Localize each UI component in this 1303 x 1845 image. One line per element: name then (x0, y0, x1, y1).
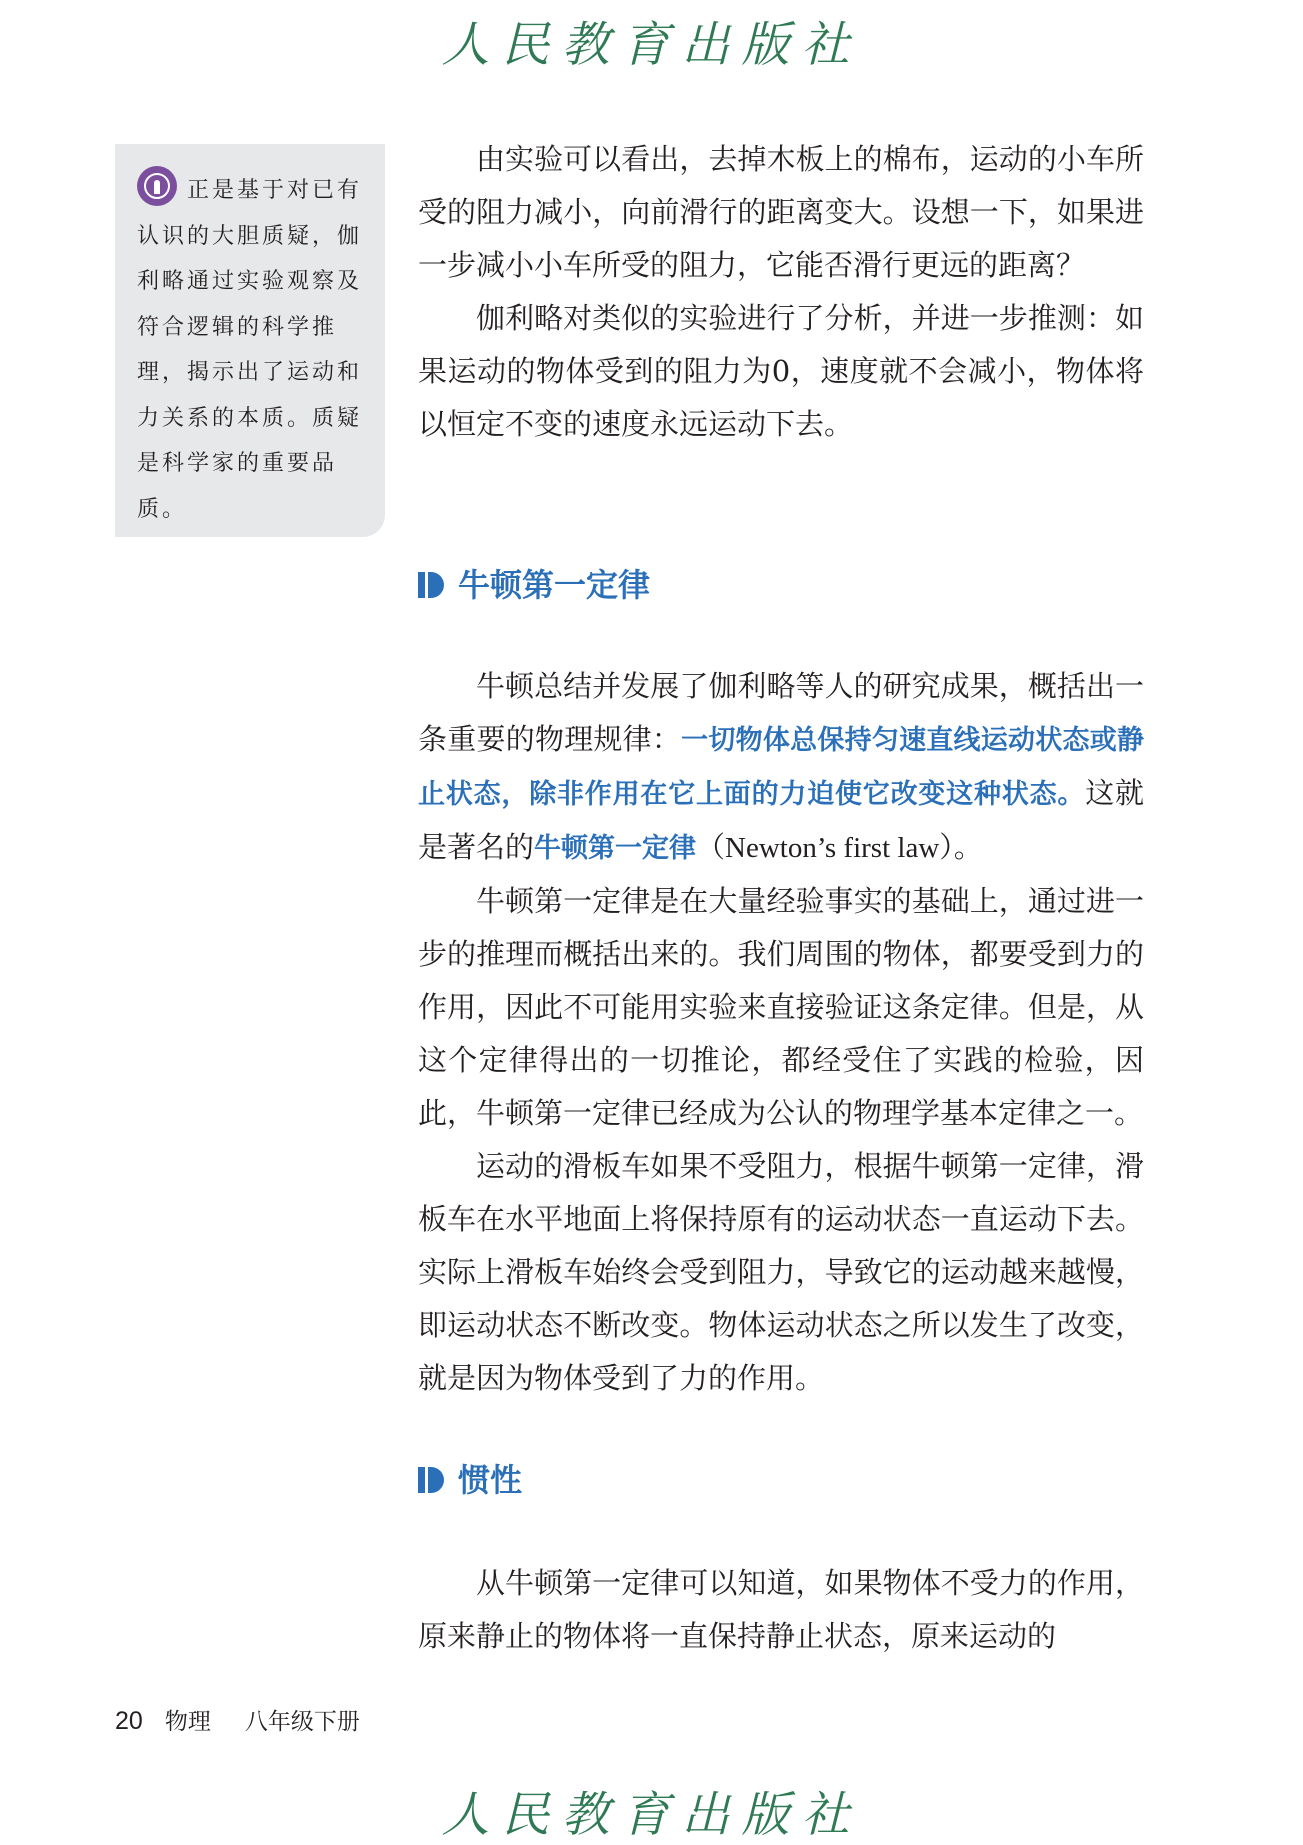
law-term: 牛顿第一定律 (534, 833, 697, 864)
pen-nib-icon (137, 166, 177, 206)
section-marker-icon (418, 1465, 444, 1495)
paragraph: 由实验可以看出，去掉木板上的棉布，运动的小车所受的阻力减小，向前滑行的距离变大。设想一下，如果进一步减小小车所受的阻力，它能否滑行更远的距离？ (418, 142, 1144, 282)
section1-text (418, 660, 1144, 1405)
page-footer (115, 1703, 360, 1736)
section2-text (418, 1557, 1144, 1663)
heading-text: 牛顿第一定律 (458, 566, 651, 604)
paragraph: 从牛顿第一定律可以知道，如果物体不受力的作用，原来静止的物体将一直保持静止状态，原来运动的 (418, 1566, 1144, 1653)
page-number: 20 (115, 1707, 143, 1735)
paragraph: 运动的滑板车如果不受阻力，根据牛顿第一定律，滑板车在水平地面上将保持原有的运动状态一直运动下去。实际上滑板车始终会受到阻力，导致它的运动越来越慢，即运动状态不断改变。物体运动状态之所以发生了改变，就是因为物体受到了力的作用。 (418, 1149, 1144, 1395)
law-english-name: （Newton’s first law）。 (696, 832, 983, 864)
law-intro-text: 牛顿总结并发展了伽利略等人的研究成果，概括出一条重要的物理规律： (418, 669, 1144, 756)
section-heading-newton-first-law (418, 560, 650, 610)
paragraph-law (418, 660, 1144, 875)
footer-grade: 八年级下册 (244, 1709, 360, 1735)
law-statement: 一切物体总保持匀速直线运动状态或静止状态，除非作用在它上面的力迫使它改变这种状态。 (418, 725, 1144, 810)
section-heading-inertia (418, 1455, 522, 1505)
section-marker-icon (418, 570, 444, 600)
publisher-logo-bottom: 人民教育出版社 (441, 1787, 862, 1843)
sidenote-box (115, 144, 385, 537)
sidenote-text: 正是基于对已有认识的大胆质疑，伽利略通过实验观察及符合逻辑的科学推理，揭示出了运动和力关系的本质。质疑是科学家的重要品质。 (137, 178, 363, 522)
law-mid-text: 这就是著名的 (418, 776, 1144, 864)
publisher-logo-top: 人民教育出版社 (441, 17, 862, 73)
footer-subject: 物理 (164, 1709, 211, 1735)
heading-text: 惯性 (458, 1461, 523, 1499)
paragraph: 牛顿第一定律是在大量经验事实的基础上，通过进一步的推理而概括出来的。我们周围的物体，都要受到力的作用，因此不可能用实验来直接验证这条定律。但是，从这个定律得出的一切推论，都经受住了实践的检验，因此，牛顿第一定律已经成为公认的物理学基本定律之一。 (418, 884, 1144, 1130)
intro-text (418, 133, 1144, 451)
paragraph: 伽利略对类似的实验进行了分析，并进一步推测：如果运动的物体受到的阻力为0，速度就不会减小，物体将以恒定不变的速度永远运动下去。 (418, 301, 1144, 441)
